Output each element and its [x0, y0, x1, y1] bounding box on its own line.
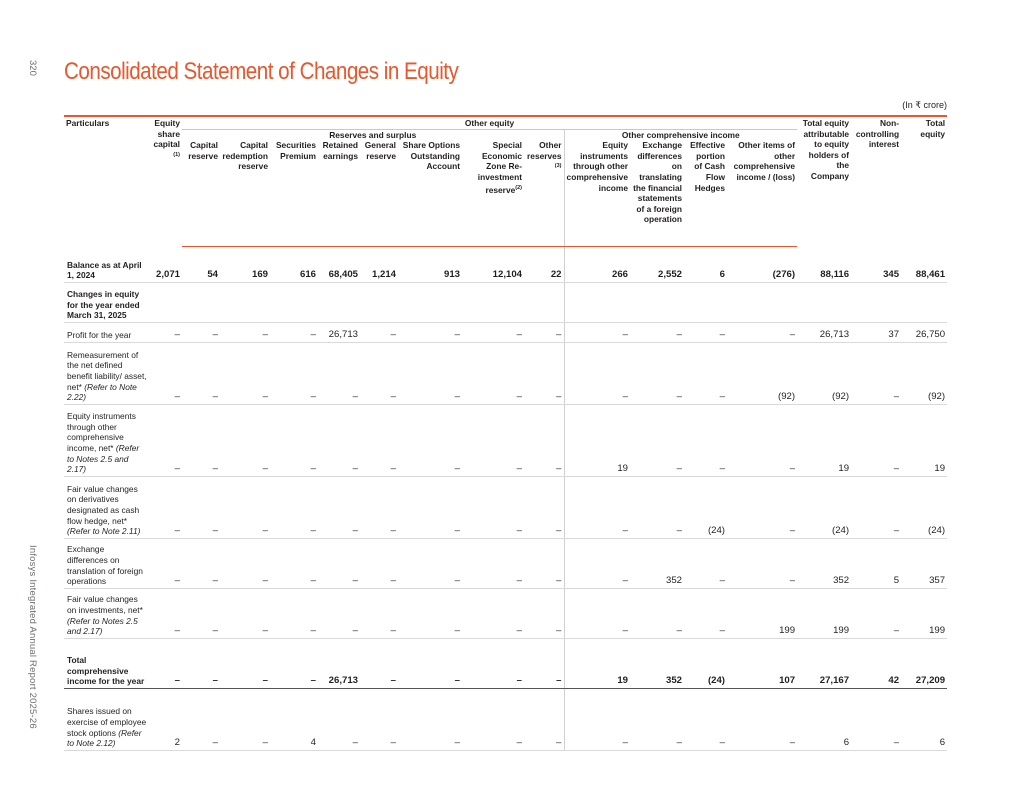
- cell-value: –: [149, 588, 182, 638]
- cell-value: 913: [398, 247, 462, 283]
- cell-value: 19: [564, 404, 630, 476]
- col-total-equity: Total equity: [920, 118, 946, 139]
- cell-value: –: [318, 404, 360, 476]
- cell-value: –: [360, 588, 398, 638]
- cell-value: 5: [851, 538, 901, 588]
- col-total-attributable: Total equity attributable to equity holders of the Company: [802, 118, 850, 181]
- cell-value: –: [851, 688, 901, 750]
- cell-value: 22: [524, 247, 564, 283]
- cell-value: –: [270, 588, 318, 638]
- cell-value: 2,552: [630, 247, 684, 283]
- cell-value: 352: [630, 538, 684, 588]
- cell-value: [630, 282, 684, 322]
- row-label: Shares issued on exercise of employee stock options (Refer to Note 2.12): [64, 688, 149, 750]
- cell-value: –: [220, 638, 270, 688]
- cell-value: [684, 282, 727, 322]
- cell-value: 199: [727, 588, 797, 638]
- cell-value: 88,116: [797, 247, 851, 283]
- cell-value: –: [270, 476, 318, 538]
- cell-value: –: [220, 342, 270, 404]
- row-label: Total comprehensive income for the year: [64, 638, 149, 688]
- currency-unit: (In ₹ crore): [902, 100, 947, 110]
- col-securities-premium: Securities Premium: [270, 140, 318, 247]
- cell-value: –: [462, 404, 524, 476]
- row-label: Profit for the year: [64, 322, 149, 342]
- cell-value: –: [149, 476, 182, 538]
- cell-value: –: [398, 688, 462, 750]
- cell-value: –: [220, 476, 270, 538]
- cell-value: –: [851, 476, 901, 538]
- row-label: Balance as at April 1, 2024: [64, 247, 149, 283]
- cell-value: 37: [851, 322, 901, 342]
- cell-value: –: [462, 638, 524, 688]
- cell-value: 12,104: [462, 247, 524, 283]
- cell-value: –: [360, 638, 398, 688]
- cell-value: 19: [797, 404, 851, 476]
- cell-value: (92): [797, 342, 851, 404]
- cell-value: –: [360, 322, 398, 342]
- cell-value: [182, 282, 220, 322]
- cell-value: –: [182, 638, 220, 688]
- cell-value: 199: [797, 588, 851, 638]
- cell-value: –: [270, 638, 318, 688]
- cell-value: 616: [270, 247, 318, 283]
- cell-value: 266: [564, 247, 630, 283]
- equity-table: [64, 118, 947, 751]
- report-side-label: Infosys Integrated Annual Report 2025-26: [27, 545, 38, 729]
- cell-value: –: [851, 342, 901, 404]
- table-row: [64, 404, 947, 476]
- table-row: [64, 538, 947, 588]
- cell-value: –: [360, 538, 398, 588]
- cell-value: 26,713: [318, 322, 360, 342]
- cell-value: 19: [564, 638, 630, 688]
- cell-value: –: [727, 538, 797, 588]
- cell-value: 2: [149, 688, 182, 750]
- cell-value: [797, 282, 851, 322]
- cell-value: –: [398, 538, 462, 588]
- row-label: Fair value changes on derivatives designated as cash flow hedge, net* (Refer to Note 2.11): [64, 476, 149, 538]
- cell-value: 26,713: [318, 638, 360, 688]
- group-oci: Other comprehensive income: [621, 129, 740, 140]
- cell-value: 199: [901, 588, 947, 638]
- page-number: 320: [27, 60, 38, 76]
- col-sez-reserve: Special Economic Zone Re-investment reserve$^{(2)}$: [462, 140, 524, 247]
- cell-value: 107: [727, 638, 797, 688]
- cell-value: (276): [727, 247, 797, 283]
- cell-value: –: [182, 476, 220, 538]
- cell-value: (92): [727, 342, 797, 404]
- cell-value: –: [684, 688, 727, 750]
- cell-value: –: [727, 404, 797, 476]
- col-cash-flow-hedges: Effective portion of Cash Flow Hedges: [684, 140, 727, 247]
- cell-value: –: [149, 342, 182, 404]
- cell-value: (24): [797, 476, 851, 538]
- cell-value: –: [149, 638, 182, 688]
- cell-value: 2,071: [149, 247, 182, 283]
- cell-value: 1,214: [360, 247, 398, 283]
- col-capital-reserve: Capital reserve: [182, 140, 220, 247]
- cell-value: (24): [684, 638, 727, 688]
- cell-value: –: [630, 588, 684, 638]
- cell-value: 88,461: [901, 247, 947, 283]
- cell-value: –: [462, 476, 524, 538]
- cell-value: –: [270, 322, 318, 342]
- cell-value: –: [149, 404, 182, 476]
- cell-value: –: [220, 688, 270, 750]
- cell-value: 68,405: [318, 247, 360, 283]
- cell-value: –: [270, 538, 318, 588]
- cell-value: –: [684, 588, 727, 638]
- cell-value: (24): [901, 476, 947, 538]
- cell-value: –: [398, 588, 462, 638]
- cell-value: [360, 282, 398, 322]
- cell-value: 6: [901, 688, 947, 750]
- cell-value: 19: [901, 404, 947, 476]
- cell-value: [270, 282, 318, 322]
- cell-value: 169: [220, 247, 270, 283]
- col-particulars: Particulars: [66, 118, 110, 128]
- cell-value: 42: [851, 638, 901, 688]
- cell-value: [398, 282, 462, 322]
- cell-value: –: [318, 476, 360, 538]
- cell-value: –: [564, 688, 630, 750]
- cell-value: –: [851, 404, 901, 476]
- cell-value: –: [524, 404, 564, 476]
- table-row: [64, 638, 947, 688]
- col-other-items-oci: Other items of other comprehensive income / (loss): [727, 140, 797, 247]
- cell-value: –: [318, 688, 360, 750]
- cell-value: –: [360, 404, 398, 476]
- cell-value: –: [684, 404, 727, 476]
- cell-value: –: [524, 476, 564, 538]
- table-row: [64, 476, 947, 538]
- cell-value: –: [462, 588, 524, 638]
- cell-value: –: [360, 476, 398, 538]
- cell-value: –: [630, 404, 684, 476]
- cell-value: –: [182, 322, 220, 342]
- table-body: [64, 247, 947, 751]
- cell-value: –: [564, 322, 630, 342]
- row-label: Equity instruments through other comprehensive income, net* (Refer to Notes 2.5 and 2.17): [64, 404, 149, 476]
- cell-value: 352: [630, 638, 684, 688]
- cell-value: –: [684, 322, 727, 342]
- cell-value: –: [220, 404, 270, 476]
- row-label: Changes in equity for the year ended March 31, 2025: [64, 282, 149, 322]
- cell-value: 6: [684, 247, 727, 283]
- cell-value: –: [220, 538, 270, 588]
- cell-value: –: [462, 538, 524, 588]
- cell-value: [727, 282, 797, 322]
- cell-value: –: [851, 588, 901, 638]
- cell-value: –: [462, 342, 524, 404]
- cell-value: (92): [901, 342, 947, 404]
- col-non-controlling: Non-controlling interest: [855, 118, 900, 150]
- cell-value: –: [564, 538, 630, 588]
- group-reserves-surplus: Reserves and surplus: [182, 129, 564, 140]
- table-row: [64, 588, 947, 638]
- cell-value: –: [182, 688, 220, 750]
- cell-value: –: [398, 342, 462, 404]
- table-row: [64, 282, 947, 322]
- cell-value: –: [398, 476, 462, 538]
- cell-value: –: [684, 538, 727, 588]
- cell-value: [462, 282, 524, 322]
- cell-value: 27,209: [901, 638, 947, 688]
- table-row: [64, 688, 947, 750]
- cell-value: –: [318, 538, 360, 588]
- table-row: [64, 322, 947, 342]
- cell-value: 4: [270, 688, 318, 750]
- cell-value: 26,713: [797, 322, 851, 342]
- cell-value: –: [564, 588, 630, 638]
- cell-value: 26,750: [901, 322, 947, 342]
- cell-value: –: [524, 638, 564, 688]
- cell-value: –: [630, 342, 684, 404]
- cell-value: 352: [797, 538, 851, 588]
- cell-value: 345: [851, 247, 901, 283]
- page-title: Consolidated Statement of Changes in Equity: [64, 58, 459, 85]
- cell-value: –: [524, 538, 564, 588]
- row-label: Fair value changes on investments, net* (Refer to Notes 2.5 and 2.17): [64, 588, 149, 638]
- cell-value: –: [149, 322, 182, 342]
- cell-value: 357: [901, 538, 947, 588]
- col-other-reserves: Other reserves $^{(3)}$: [524, 140, 564, 247]
- col-general-reserve: General reserve: [360, 140, 398, 247]
- group-other-equity: Other equity: [182, 118, 797, 129]
- col-equity-share-capital: Equity share capital $^{(1)}$: [153, 118, 180, 158]
- row-label: Remeasurement of the net defined benefit liability/ asset, net* (Refer to Note 2.22): [64, 342, 149, 404]
- cell-value: –: [462, 322, 524, 342]
- cell-value: –: [564, 476, 630, 538]
- col-retained-earnings: Retained earnings: [318, 140, 360, 247]
- cell-value: –: [524, 322, 564, 342]
- cell-value: –: [318, 588, 360, 638]
- cell-value: 27,167: [797, 638, 851, 688]
- cell-value: –: [182, 342, 220, 404]
- cell-value: –: [182, 404, 220, 476]
- cell-value: 6: [797, 688, 851, 750]
- cell-value: –: [630, 688, 684, 750]
- cell-value: –: [398, 404, 462, 476]
- col-exchange-differences: Exchange differences on translating the financial statements of a foreign operation: [630, 140, 684, 247]
- cell-value: [318, 282, 360, 322]
- cell-value: –: [360, 688, 398, 750]
- cell-value: –: [360, 342, 398, 404]
- cell-value: –: [398, 322, 462, 342]
- cell-value: –: [270, 342, 318, 404]
- cell-value: –: [524, 688, 564, 750]
- cell-value: [564, 282, 630, 322]
- cell-value: [901, 282, 947, 322]
- col-equity-instruments-oci: Equity instruments through other comprehensive income: [564, 140, 630, 247]
- cell-value: –: [318, 342, 360, 404]
- title-rule: [64, 115, 947, 117]
- cell-value: (24): [684, 476, 727, 538]
- cell-value: –: [182, 588, 220, 638]
- cell-value: –: [727, 688, 797, 750]
- cell-value: –: [524, 588, 564, 638]
- cell-value: –: [270, 404, 318, 476]
- cell-value: –: [630, 476, 684, 538]
- cell-value: –: [182, 538, 220, 588]
- cell-value: [524, 282, 564, 322]
- cell-value: –: [398, 638, 462, 688]
- col-share-options: Share Options Outstanding Account: [398, 140, 462, 247]
- cell-value: –: [149, 538, 182, 588]
- table-row: [64, 247, 947, 283]
- cell-value: –: [564, 342, 630, 404]
- col-capital-redemption-reserve: Capital redemption reserve: [220, 140, 270, 247]
- cell-value: –: [684, 342, 727, 404]
- cell-value: –: [727, 322, 797, 342]
- cell-value: –: [630, 322, 684, 342]
- cell-value: –: [220, 588, 270, 638]
- cell-value: [851, 282, 901, 322]
- cell-value: [149, 282, 182, 322]
- row-label: Exchange differences on translation of foreign operations: [64, 538, 149, 588]
- cell-value: –: [727, 476, 797, 538]
- cell-value: 54: [182, 247, 220, 283]
- cell-value: –: [524, 342, 564, 404]
- cell-value: –: [462, 688, 524, 750]
- table-row: [64, 342, 947, 404]
- cell-value: [220, 282, 270, 322]
- cell-value: –: [220, 322, 270, 342]
